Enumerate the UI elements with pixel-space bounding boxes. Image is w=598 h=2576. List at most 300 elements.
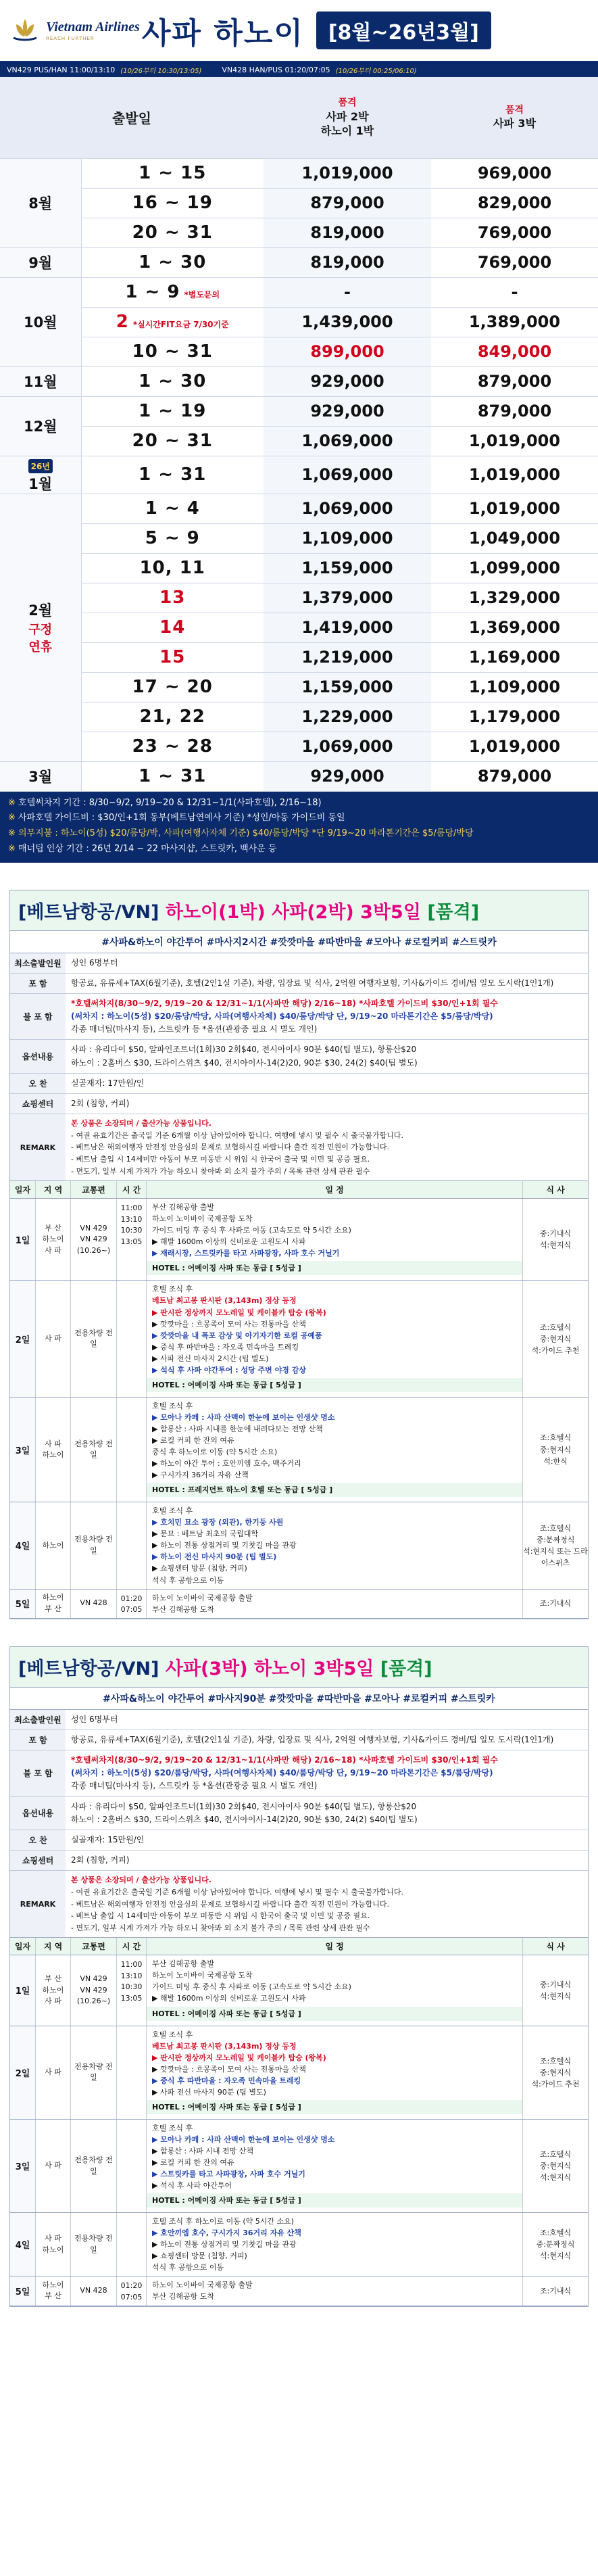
price-col-2: 1,019,000 bbox=[431, 456, 598, 494]
price-col-1: 1,439,000 bbox=[264, 307, 431, 337]
schedule-col-header: 식 사 bbox=[546, 1185, 565, 1195]
price-row bbox=[0, 553, 598, 583]
transport-item: 전용차량 전 일 bbox=[74, 1328, 113, 1349]
title-airline: [베트남항공/VN] bbox=[18, 901, 159, 923]
hotel-line: HOTEL : 어메이징 사파 또는 동급 [ 5성급 ] bbox=[147, 2193, 522, 2208]
info-label: 최소출발인원 bbox=[10, 953, 66, 973]
date-range: 1 ~ 31 bbox=[81, 456, 264, 494]
itinerary-line: ▶ 해발 1600m 이상의 신비로운 고원도시 사파 bbox=[152, 1237, 306, 1247]
transport-item: 전용차량 전 일 bbox=[74, 2061, 113, 2082]
inbound-flight: VN428 HAN/PUS 01:20/07:05 bbox=[222, 65, 330, 74]
info-label: 옵션내용 bbox=[10, 1040, 66, 1072]
title-grade: [품격] bbox=[380, 1658, 432, 1679]
remark-line: - 면도기, 일부 시계 가져가 가능 하오니 찾아봐 외 소지 불가 주의 / 목록 관련 상세 관관 필수 bbox=[71, 1923, 370, 1932]
transport-item: VN 429 bbox=[80, 1235, 107, 1244]
transport-item: VN 429 bbox=[80, 1974, 107, 1984]
day-meals bbox=[523, 2026, 588, 2119]
price-row bbox=[0, 456, 598, 494]
meal-item: 조:기내식 bbox=[539, 1599, 572, 1608]
schedule-col-header: 지 역 bbox=[36, 1938, 71, 1955]
remark-line: - 베트남은 해외여행자 안전정 안을심의 문제로 보협하시길 바랍니다 출간 직전 민원이 가능합니다. bbox=[71, 1143, 389, 1152]
date-range: 5 ~ 9 bbox=[81, 523, 264, 553]
schedule-col-header: 교통편 bbox=[71, 1181, 117, 1198]
schedule-col-header: 지 역 bbox=[36, 1181, 71, 1198]
day-number: 3일 bbox=[10, 1398, 36, 1502]
day-places bbox=[36, 2120, 71, 2212]
itinerary-line: ▶ 모아나 카페 : 사파 산맥이 한눈에 보이는 인생샷 명소 bbox=[152, 1412, 335, 1422]
itinerary-line: ▶ 깟깟마을 내 폭포 감상 및 아기자기한 로컬 공예품 bbox=[152, 1331, 322, 1340]
date-range bbox=[81, 642, 264, 672]
transport-item: 전용차량 전 일 bbox=[74, 2234, 113, 2254]
month-cell bbox=[0, 494, 81, 761]
date-range: 23 ~ 28 bbox=[81, 732, 264, 761]
page-title: 사파 하노이 bbox=[142, 16, 304, 51]
hotel-line: HOTEL : 프레지던트 하노이 호텔 또는 동급 [ 5성급 ] bbox=[147, 1483, 522, 1497]
schedule-col-header: 시 간 bbox=[117, 1181, 147, 1198]
itinerary-line: ▶ 해발 1600m 이상의 신비로운 고원도시 사파 bbox=[152, 1994, 306, 2003]
note-text: 매너팁 인상 기간 : 26년 2/14 ~ 22 마사지샵, 스트릿카, 백사운 등 bbox=[18, 843, 277, 854]
transport-item: 전용차량 전 일 bbox=[74, 2155, 113, 2176]
price-col-2: 879,000 bbox=[431, 366, 598, 396]
title-airline: [베트남항공/VN] bbox=[18, 1658, 159, 1679]
info-value: 실골재자: 17만원/인 bbox=[71, 1078, 145, 1088]
info-row-min-pax bbox=[10, 1710, 588, 1730]
meal-item: 중:기내식 bbox=[539, 1980, 572, 1989]
itinerary-line: ▶ 하노이 야간 투어 : 호안끼엠 호수, 맥주거리 bbox=[152, 1459, 301, 1469]
transport-item: 전용차량 전 일 bbox=[74, 1535, 113, 1555]
remark-section bbox=[10, 1114, 588, 1181]
info-label: 최소출발인원 bbox=[10, 1710, 66, 1730]
date-range bbox=[81, 307, 264, 337]
day-places bbox=[36, 2213, 71, 2276]
info-row-shopping bbox=[10, 1851, 588, 1871]
day-meals bbox=[523, 1281, 588, 1396]
date-note: *실시간FIT요금 7/30기준 bbox=[132, 320, 229, 329]
place-name: 하노이 bbox=[42, 2245, 64, 2254]
place-name: 사 파 bbox=[45, 1245, 61, 1255]
date-range-text: 1 ~ 9 bbox=[125, 282, 180, 302]
month-label: 1월 bbox=[28, 475, 53, 492]
day-meals bbox=[523, 1590, 588, 1618]
itinerary-line: 하노이 노이바이 국제공항 출발 bbox=[152, 1593, 253, 1602]
info-value: 2회 (침향, 커피) bbox=[71, 1855, 130, 1865]
meal-item: 중:분짜정식 bbox=[536, 1535, 575, 1544]
time-item: 07:05 bbox=[120, 1605, 143, 1615]
day-description bbox=[147, 2213, 523, 2276]
itinerary-line: ▶ 깟깟마을 : 흐몽족이 모여 사는 전통마을 산책 bbox=[152, 1319, 306, 1329]
day-places bbox=[36, 1502, 71, 1588]
place-name: 하노이 bbox=[42, 2280, 64, 2289]
meal-item: 조:호텔식 bbox=[539, 1322, 572, 1332]
price-col-1: 929,000 bbox=[264, 396, 431, 426]
date-range: 1 ~ 30 bbox=[81, 247, 264, 277]
place-name: 하노이 bbox=[42, 1985, 64, 1995]
date-range-text: 13 bbox=[159, 588, 186, 608]
day-times bbox=[117, 2213, 147, 2276]
price-row bbox=[0, 307, 598, 337]
price-row bbox=[0, 366, 598, 396]
month-label: 2월 bbox=[28, 602, 53, 619]
day-places bbox=[36, 1955, 71, 2025]
price-col-1: 1,159,000 bbox=[264, 553, 431, 583]
remark-label: REMARK bbox=[10, 1114, 66, 1180]
place-name: 사 파 bbox=[45, 1439, 61, 1448]
day-times bbox=[117, 1281, 147, 1396]
col-2-badge: 품격 bbox=[505, 104, 524, 116]
price-col-2: 1,019,000 bbox=[431, 732, 598, 761]
price-row bbox=[0, 672, 598, 702]
inbound-note: (10/26부터 00:25/06:10) bbox=[335, 67, 417, 75]
airline-slogan: REACH FURTHER bbox=[46, 35, 95, 41]
info-row-exclude bbox=[10, 1750, 588, 1797]
month-cell bbox=[0, 456, 81, 494]
meal-item: 중:현지식 bbox=[539, 2068, 572, 2077]
day-meals bbox=[523, 1955, 588, 2025]
itinerary-line: 부산 김해공항 도착 bbox=[152, 1604, 215, 1614]
day-places bbox=[36, 2026, 71, 2119]
info-value: 실골재자: 15만원/인 bbox=[71, 1834, 145, 1844]
info-row-exclude bbox=[10, 994, 588, 1041]
option-line: 사파 : 유리다이 $50, 알파인조트너(1회)30 2회$40, 전시아이사 90분 $40(팁 별도), 항롱산$20 bbox=[71, 1045, 417, 1055]
itinerary-title bbox=[10, 890, 588, 931]
day-times bbox=[117, 1502, 147, 1588]
price-col-1: 1,069,000 bbox=[264, 732, 431, 761]
note-item bbox=[8, 826, 590, 842]
price-col-1: 1,159,000 bbox=[264, 672, 431, 702]
month-cell: 10월 bbox=[0, 277, 81, 366]
meal-item: 조:호텔식 bbox=[539, 2149, 572, 2159]
place-name: 하노이 bbox=[42, 1235, 64, 1244]
info-label: 옵션내용 bbox=[10, 1797, 66, 1830]
info-label: 포 함 bbox=[10, 1730, 66, 1750]
day-number: 2일 bbox=[10, 1281, 36, 1396]
bullet-icon: ※ bbox=[8, 828, 19, 838]
bullet-icon: ※ bbox=[8, 843, 19, 854]
itinerary-title bbox=[10, 1647, 588, 1688]
itinerary-line: 가이드 미팅 후 중식 후 사파로 이동 (고속도로 약 5시간 소요) bbox=[152, 1226, 351, 1235]
price-col-2: 1,329,000 bbox=[431, 583, 598, 613]
itinerary-line: ▶ 사파 전신 마사지 2시간 (팁 별도) bbox=[152, 1354, 269, 1363]
price-col-2: 879,000 bbox=[431, 761, 598, 791]
note-item bbox=[8, 842, 590, 857]
day-transport bbox=[71, 2120, 117, 2212]
time-item: 10:30 bbox=[120, 1226, 143, 1235]
price-col-2: 769,000 bbox=[431, 247, 598, 277]
time-item: 01:20 bbox=[120, 1594, 143, 1603]
date-range: 20 ~ 31 bbox=[81, 218, 264, 247]
info-row-dinner bbox=[10, 1074, 588, 1094]
itinerary-line: ▶ 호치민 묘소 광장 (외관), 한기둥 사원 bbox=[152, 1518, 284, 1527]
day-transport bbox=[71, 2026, 117, 2119]
itinerary-line: 호텔 조식 후 bbox=[152, 2030, 193, 2039]
day-meals bbox=[523, 1199, 588, 1280]
itinerary-line: ▶ 호안끼엠 호수, 구시가지 36거리 자유 산책 bbox=[152, 2228, 301, 2238]
title-product: 사파(3박) 하노이 3박5일 bbox=[165, 1658, 374, 1679]
info-label: 쇼핑센터 bbox=[10, 1094, 66, 1114]
day-number: 2일 bbox=[10, 2026, 36, 2119]
price-col-2: 1,389,000 bbox=[431, 307, 598, 337]
price-col-1: 929,000 bbox=[264, 761, 431, 791]
schedule-col-header: 일 정 bbox=[147, 1181, 523, 1198]
itinerary-line: ▶ 하노이 전통 상점거리 및 기찻길 마을 관광 bbox=[152, 2240, 297, 2249]
day-times bbox=[117, 2276, 147, 2305]
day-transport bbox=[71, 1199, 117, 1280]
hotel-line: HOTEL : 어메이징 사파 또는 동급 [ 5성급 ] bbox=[147, 2007, 522, 2021]
transport-item: 전용차량 전 일 bbox=[74, 1439, 113, 1460]
hashtags: #사파&하노이 야간투어 #마사지2시간 #깟깟마을 #따반마을 #모아나 #로컬커피 #스트릿카 bbox=[10, 931, 588, 953]
price-col-1: - bbox=[264, 277, 431, 307]
transport-item: VN 428 bbox=[80, 1598, 107, 1608]
date-range-text: 2 bbox=[116, 312, 129, 332]
itinerary-line: 하노이 노이바이 국제공항 도착 bbox=[152, 1214, 253, 1224]
price-row bbox=[0, 188, 598, 218]
place-name: 부 산 bbox=[45, 1974, 61, 1984]
meal-item: 석:현지식 또는 드라이스위츠 bbox=[523, 1546, 588, 1567]
day-number: 4일 bbox=[10, 2213, 36, 2276]
time-item: 10:30 bbox=[120, 1982, 143, 1992]
day-places bbox=[36, 1590, 71, 1618]
price-row bbox=[0, 247, 598, 277]
itinerary-line: ▶ 로컬 커피 한 잔의 여유 bbox=[152, 1436, 234, 1445]
date-range bbox=[81, 613, 264, 642]
col-1-badge: 품격 bbox=[338, 97, 357, 108]
price-col-1: 1,069,000 bbox=[264, 456, 431, 494]
day-meals bbox=[523, 1398, 588, 1502]
schedule-col-header: 일 정 bbox=[147, 1938, 523, 1955]
date-range: 1 ~ 30 bbox=[81, 366, 264, 396]
schedule-day bbox=[10, 1398, 588, 1502]
itinerary-line: ▶ 석식 후 사파 야간투어 bbox=[152, 2181, 232, 2191]
info-value: 성인 6명부터 bbox=[71, 957, 118, 968]
title-group bbox=[142, 9, 598, 52]
price-col-1: 1,419,000 bbox=[264, 613, 431, 642]
option-line: 하노이 : 2홈버스 $30, 드라이스위츠 $40, 전시아이사-14(2)20, 90분 $30, 24(2) $40(팁 별도) bbox=[71, 1814, 418, 1824]
place-name: 사 파 bbox=[45, 1997, 61, 2006]
option-line: 하노이 : 2홈버스 $30, 드라이스위츠 $40, 전시아이사-14(2)20, 90분 $30, 24(2) $40(팁 별도) bbox=[71, 1057, 418, 1068]
time-item: 07:05 bbox=[120, 2292, 143, 2301]
info-value bbox=[66, 1750, 588, 1796]
date-range bbox=[81, 277, 264, 307]
schedule-day bbox=[10, 2026, 588, 2120]
day-description bbox=[147, 2026, 523, 2119]
col-2-header bbox=[431, 77, 598, 158]
transport-item: VN 428 bbox=[80, 2286, 107, 2295]
month-cell: 8월 bbox=[0, 158, 81, 247]
note-item bbox=[8, 796, 590, 811]
place-name: 부 산 bbox=[45, 1223, 61, 1233]
day-times bbox=[117, 1590, 147, 1618]
itinerary-line: ▶ 함롱산 : 사파 시내 전망 산책 bbox=[152, 2146, 254, 2155]
date-range: 1 ~ 15 bbox=[81, 158, 264, 188]
price-col-2: 1,369,000 bbox=[431, 613, 598, 642]
bullet-icon: ※ bbox=[8, 813, 19, 824]
price-col-2: 1,169,000 bbox=[431, 642, 598, 672]
itinerary-line: 베트남 최고봉 판시판 (3,143m) 정상 등정 bbox=[152, 2041, 297, 2051]
itinerary-line: 가이드 미팅 후 중식 후 사파로 이동 (고속도로 약 5시간 소요) bbox=[152, 1982, 351, 1992]
price-row bbox=[0, 613, 598, 642]
day-places bbox=[36, 1398, 71, 1502]
hotel-line: HOTEL : 어메이징 사파 또는 동급 [ 5성급 ] bbox=[147, 1378, 522, 1392]
itinerary-line: ▶ 깟깟마을 : 흐몽족이 모여 사는 전통마을 산책 bbox=[152, 2064, 306, 2074]
info-label: 오 찬 bbox=[10, 1074, 66, 1093]
place-name: 부 산 bbox=[45, 2291, 61, 2301]
schedule-header bbox=[10, 1181, 588, 1199]
month-cell: 3월 bbox=[0, 761, 81, 791]
day-number: 3일 bbox=[10, 2120, 36, 2212]
option-line: 사파 : 유리다이 $50, 알파인조트너(1회)30 2회$40, 전시아이사 90분 $40(팁 별도), 항롱산$20 bbox=[71, 1801, 417, 1811]
schedule-day bbox=[10, 1502, 588, 1589]
transport-item: VN 429 bbox=[80, 1223, 107, 1233]
day-transport bbox=[71, 1281, 117, 1396]
day-number: 4일 bbox=[10, 1502, 36, 1588]
exclude-line: (써차지 : 하노이(5성) $20/룸당/박당, 사파(여행사자체) $40/룸당/박당 단, 9/19~20 마라톤기간은 $5/룸당/박당) bbox=[71, 1768, 493, 1778]
day-description bbox=[147, 1590, 523, 1618]
info-row-options bbox=[10, 1040, 588, 1073]
bullet-icon: ※ bbox=[8, 797, 19, 808]
exclude-line: 각종 매너팁(마사지 등), 스트릿카 등 *옵션(관광중 필요 시 별도 개인) bbox=[71, 1024, 318, 1034]
transport-item: (10.26~) bbox=[76, 1245, 111, 1255]
day-meals bbox=[523, 2213, 588, 2276]
note-item bbox=[8, 811, 590, 826]
exclude-line: *호텔써차지(8/30~9/2, 9/19~20 & 12/31~1/1(사파만 해당) 2/16~18) *사파호텔 가이드비 $30/인+1회 필수 bbox=[71, 1755, 498, 1765]
itinerary-line: ▶ 쇼핑센터 방문 (침향, 커피) bbox=[152, 2251, 247, 2261]
price-row bbox=[0, 337, 598, 366]
price-col-1: 819,000 bbox=[264, 247, 431, 277]
remark-line: - 면도기, 일부 시계 가져가 가능 하오니 찾아봐 외 소지 불가 주의 / 목록 관련 상세 관관 필수 bbox=[71, 1166, 370, 1176]
itinerary-line: 하노이 노이바이 국제공항 도착 bbox=[152, 1971, 253, 1980]
info-value bbox=[66, 1797, 588, 1830]
day-description bbox=[147, 1502, 523, 1588]
info-value: 성인 6명부터 bbox=[71, 1714, 118, 1724]
info-value bbox=[66, 994, 588, 1040]
schedule-day bbox=[10, 2276, 588, 2306]
price-col-2: 1,049,000 bbox=[431, 523, 598, 553]
date-range: 1 ~ 19 bbox=[81, 396, 264, 426]
day-times bbox=[117, 2026, 147, 2119]
itinerary-line: 석식 후 공항으로 이동 bbox=[152, 2263, 224, 2272]
itinerary-line: ▶ 문묘 : 베트남 최초의 국립대학 bbox=[152, 1529, 259, 1539]
price-row bbox=[0, 426, 598, 456]
info-label: 불 포 함 bbox=[10, 994, 66, 1040]
itinerary-line: 하노이 노이바이 국제공항 출발 bbox=[152, 2281, 253, 2290]
itinerary-line: 석식 후 공항으로 이동 bbox=[152, 1575, 224, 1585]
date-range: 1 ~ 4 bbox=[81, 494, 264, 523]
time-item: 13:05 bbox=[120, 1993, 143, 2003]
date-range: 16 ~ 19 bbox=[81, 188, 264, 218]
outbound-note: (10/26부터 10:30/13:05) bbox=[120, 67, 202, 75]
price-col-1: 1,019,000 bbox=[264, 158, 431, 188]
meal-item: 조:호텔식 bbox=[539, 2228, 572, 2238]
day-times bbox=[117, 1398, 147, 1502]
schedule-day bbox=[10, 1199, 588, 1281]
day-number: 1일 bbox=[10, 1199, 36, 1280]
itinerary-line: ▶ 재래시장, 스트릿카를 타고 사파광장, 사파 호수 거닐기 bbox=[152, 1249, 340, 1258]
date-range: 17 ~ 20 bbox=[81, 672, 264, 702]
place-name: 사 파 bbox=[45, 2067, 61, 2076]
info-row-min-pax bbox=[10, 953, 588, 974]
meal-item: 석:가이드 추천 bbox=[531, 1345, 580, 1355]
info-label: 불 포 함 bbox=[10, 1750, 66, 1796]
day-meals bbox=[523, 2120, 588, 2212]
info-row-include bbox=[10, 1730, 588, 1750]
col-2-line-1: 사파 3박 bbox=[493, 117, 537, 130]
month-cell: 9월 bbox=[0, 247, 81, 277]
price-table-header bbox=[0, 77, 598, 158]
meal-item: 석:현지식 bbox=[539, 1241, 572, 1250]
note-text: 사파호텔 가이드비 : $30/인+1회 동부(베트남연예사 기준) *성인/아동 가이드비 동일 bbox=[18, 813, 345, 824]
airline-logo bbox=[0, 15, 142, 46]
meal-item: 조:호텔식 bbox=[539, 1433, 572, 1443]
schedule-day bbox=[10, 2213, 588, 2276]
meal-item: 중:현지식 bbox=[539, 1334, 572, 1343]
day-description bbox=[147, 1281, 523, 1396]
meal-item: 중:현지식 bbox=[539, 2162, 572, 2171]
day-number: 5일 bbox=[10, 1590, 36, 1618]
price-col-1: 1,219,000 bbox=[264, 642, 431, 672]
itinerary-line: ▶ 로컬 커피 한 잔의 여유 bbox=[152, 2158, 234, 2168]
remark-line: - 여권 유효기간은 출국일 기준 6개월 이상 남아있어야 합니다. 여행에 넣시 및 필수 시 출국불가합니다. bbox=[71, 1887, 403, 1897]
place-name: 사 파 bbox=[45, 2161, 61, 2170]
price-col-2: - bbox=[431, 277, 598, 307]
meal-item: 중:분짜정식 bbox=[536, 2240, 575, 2249]
time-item: 13:05 bbox=[120, 1237, 143, 1246]
date-range: 10, 11 bbox=[81, 553, 264, 583]
place-name: 하노이 bbox=[42, 1593, 64, 1602]
itinerary-line: ▶ 판시판 정상까지 모노레일 및 케이블카 탑승 (왕복) bbox=[152, 1308, 326, 1317]
price-row bbox=[0, 702, 598, 732]
schedule-col-header: 교통편 bbox=[71, 1938, 117, 1955]
meal-item: 조:기내식 bbox=[539, 2286, 572, 2295]
itinerary-line: ▶ 사파 전신 마사지 90분 (팁 별도) bbox=[152, 2087, 266, 2097]
itinerary-line: 베트남 최고봉 판시판 (3,143m) 정상 등정 bbox=[152, 1296, 297, 1306]
itinerary-line: ▶ 하노이 전신 마사지 90분 (팁 별도) bbox=[152, 1552, 277, 1562]
price-notes bbox=[0, 792, 598, 863]
itinerary-line: ▶ 구시가지 36거리 자유 산책 bbox=[152, 1471, 249, 1480]
airline-name: Vietnam Airlines bbox=[46, 19, 140, 34]
price-row bbox=[0, 277, 598, 307]
price-col-2: 849,000 bbox=[431, 337, 598, 366]
schedule-header bbox=[10, 1938, 588, 1955]
itinerary-line: 중식 후 하노이로 이동 (약 5시간 소요) bbox=[152, 1448, 278, 1457]
itinerary-line: 부산 김해공항 도착 bbox=[152, 2292, 215, 2301]
month-cell: 12월 bbox=[0, 396, 81, 456]
remark-section bbox=[10, 1871, 588, 1938]
hotel-line: HOTEL : 어메이징 사파 또는 동급 [ 5성급 ] bbox=[147, 1261, 522, 1275]
day-transport bbox=[71, 1502, 117, 1588]
price-col-2: 1,109,000 bbox=[431, 672, 598, 702]
price-col-2: 1,179,000 bbox=[431, 702, 598, 732]
lotus-icon bbox=[9, 15, 41, 46]
day-places bbox=[36, 2276, 71, 2305]
itinerary-line: 부산 김해공항 출발 bbox=[152, 1959, 215, 1969]
price-col-1: 1,379,000 bbox=[264, 583, 431, 613]
itinerary-line: ▶ 석식 후 사파 야간투어 : 성당 주변 야경 감상 bbox=[152, 1365, 306, 1375]
info-value: 항공료, 유류세+TAX(6월기준), 호텔(2인1실 기준), 차량, 입장료 및 식사, 2억원 여행자보험, 기사&가이드 경비/팁 일모 도시락(1인1개) bbox=[71, 978, 554, 988]
price-col-2: 1,019,000 bbox=[431, 494, 598, 523]
info-value: 항공료, 유류세+TAX(6월기준), 호텔(2인1실 기준), 차량, 입장료 및 식사, 2억원 여행자보험, 기사&가이드 경비/팁 일모 도시락(1인1개) bbox=[71, 1734, 554, 1744]
month-cell: 11월 bbox=[0, 366, 81, 396]
price-col-2: 1,099,000 bbox=[431, 553, 598, 583]
time-item: 13:10 bbox=[120, 1214, 143, 1224]
day-number: 1일 bbox=[10, 1955, 36, 2025]
hotel-line: HOTEL : 어메이징 사파 또는 동급 [ 5성급 ] bbox=[147, 2100, 522, 2114]
exclude-line: 각종 매너팁(마사지 등), 스트릿카 등 *옵션(관광중 필요 시 별도 개인) bbox=[71, 1781, 318, 1791]
price-col-1: 1,109,000 bbox=[264, 523, 431, 553]
day-description bbox=[147, 1955, 523, 2025]
itinerary-line: 호텔 조식 후 하노이로 이동 (약 5시간 소요) bbox=[152, 2217, 295, 2226]
price-col-1: 929,000 bbox=[264, 366, 431, 396]
day-description bbox=[147, 2276, 523, 2305]
